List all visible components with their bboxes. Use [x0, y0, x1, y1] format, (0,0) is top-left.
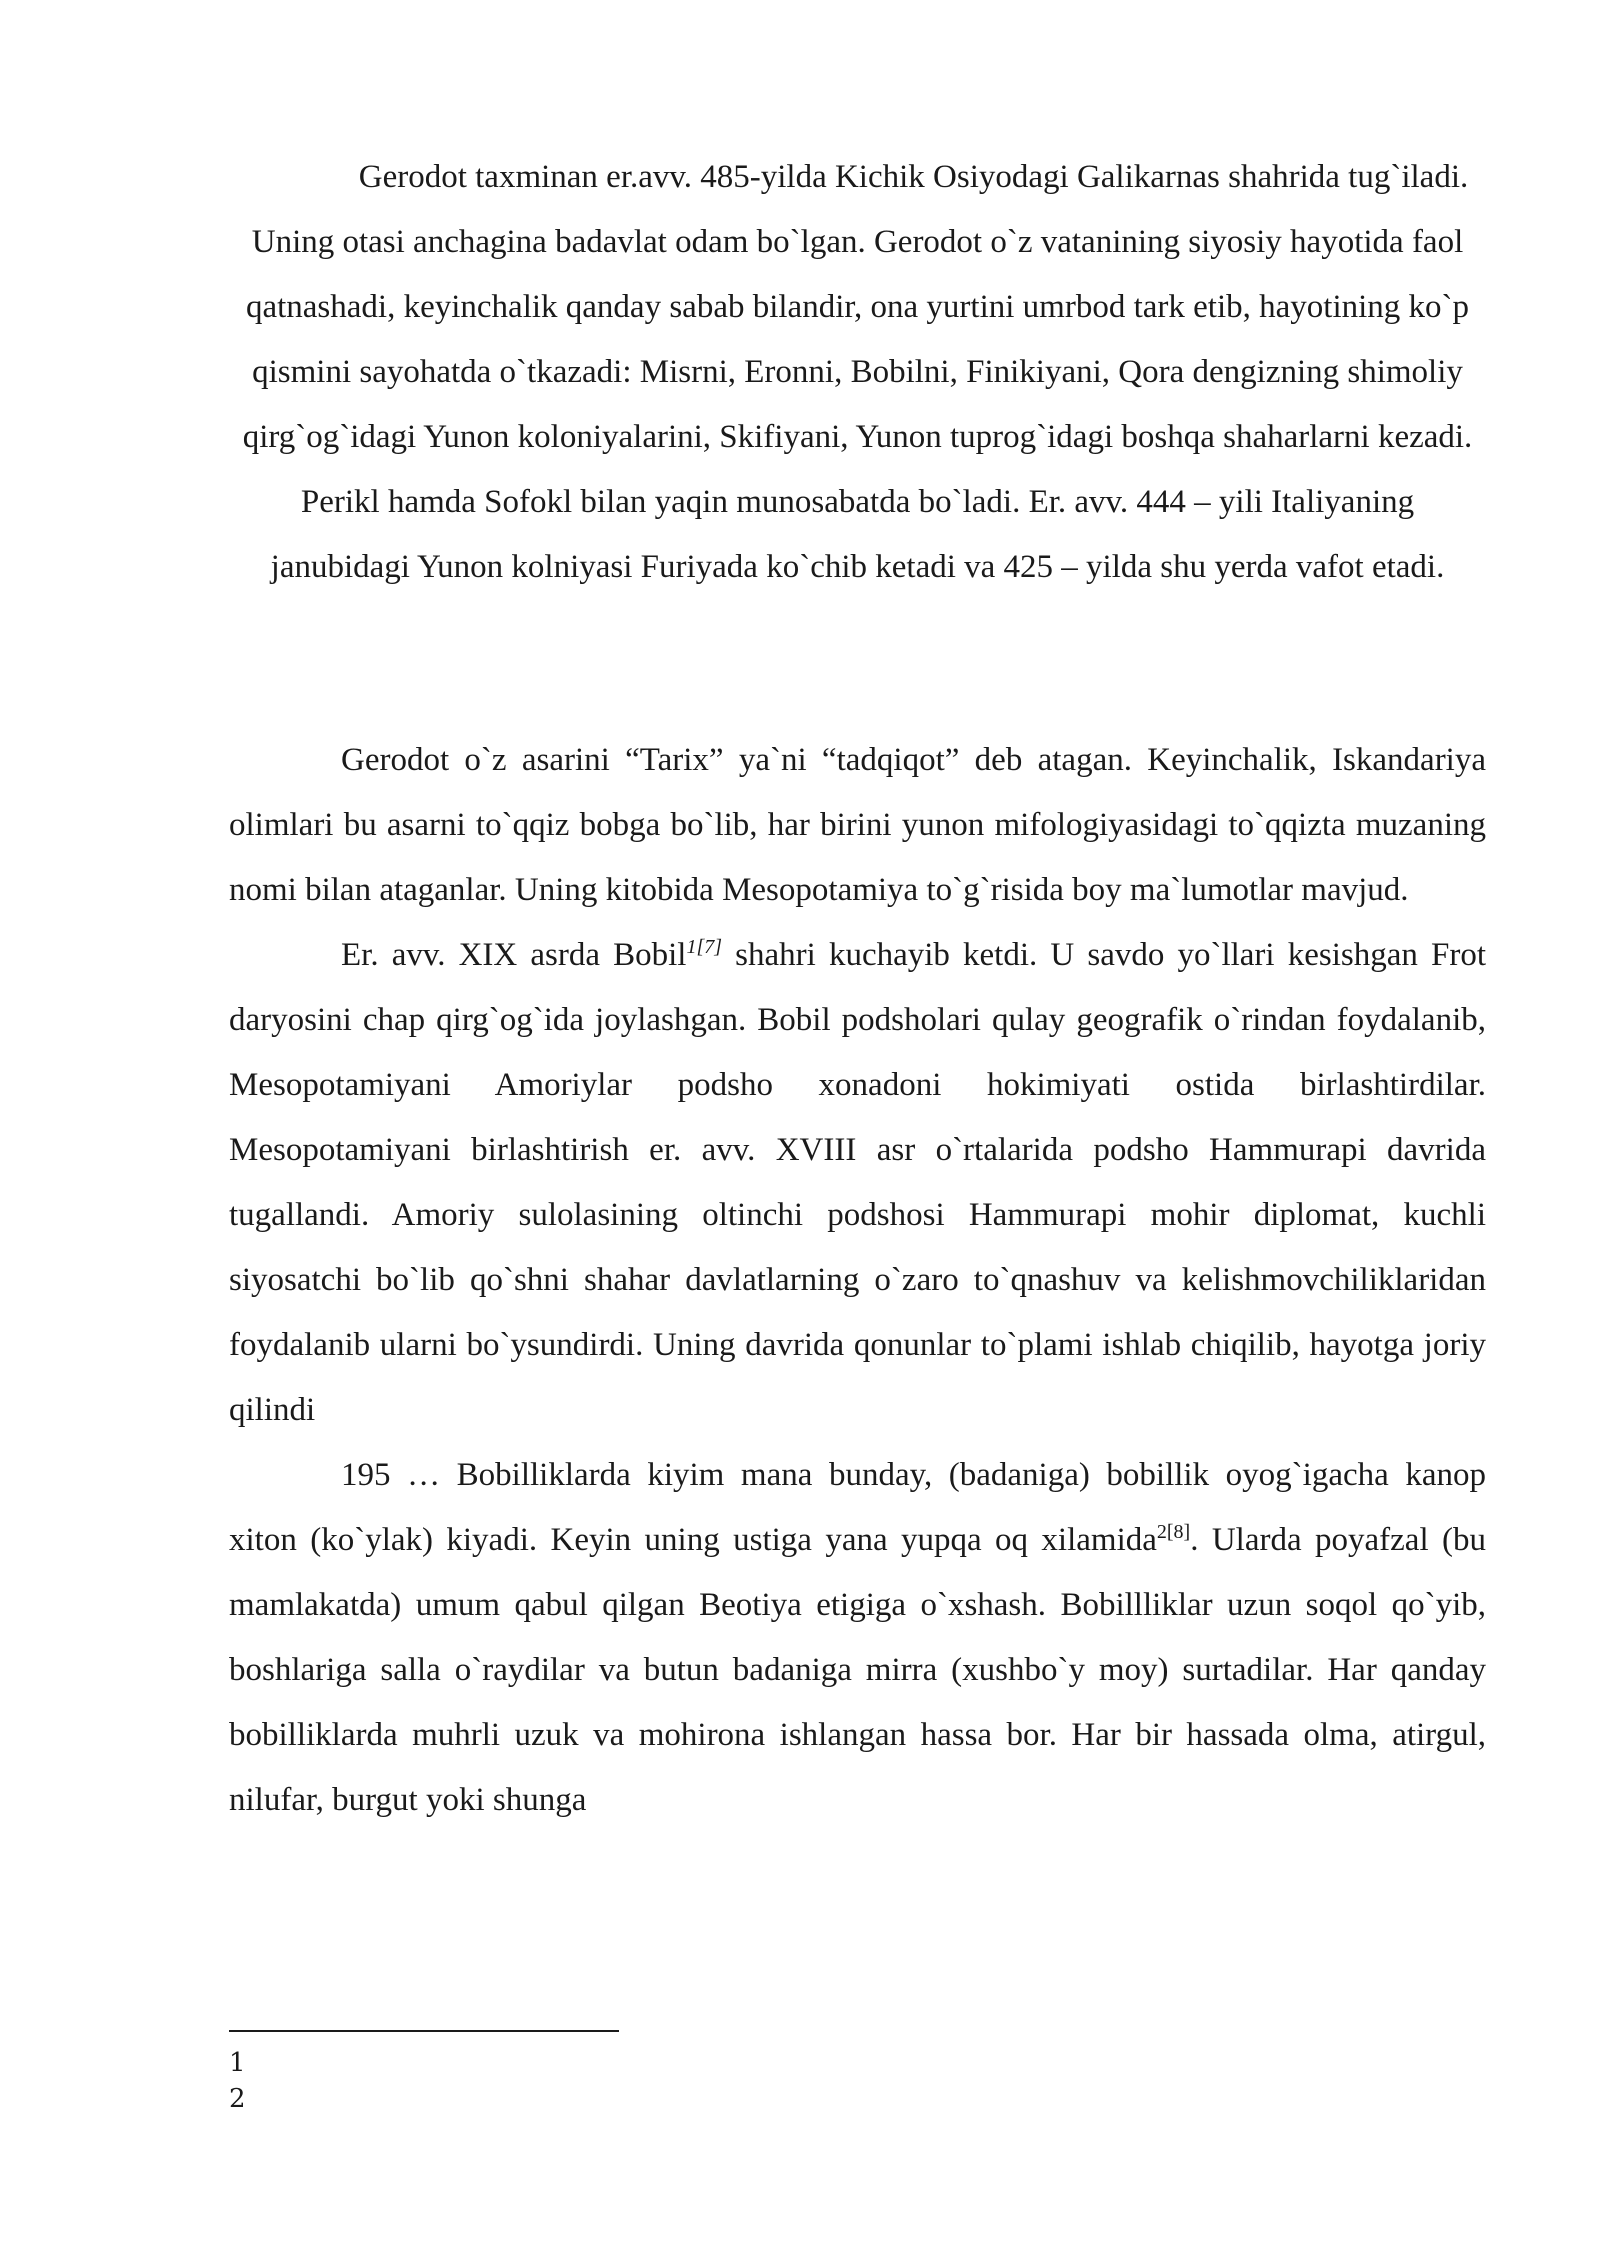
- footnote-reference[interactable]: 2[8]: [1156, 1521, 1191, 1543]
- footnote-reference[interactable]: 1[7]: [686, 936, 723, 958]
- paragraph-gerodot-biography: [229, 145, 1486, 600]
- paragraph-text: shahri kuchayib ketdi. U savdo yo`llari kesishgan Frot daryosini chap qirg`og`ida joylashgan. Bobil podsholari qulay geografik o`rindan foydalanib, Mesopotamiyani Amoriylar podsho xonadoni hokimiyati ostida birlashtirdilar. Mesopotamiyani birlashtirish er. avv. XVIII asr o`rtalarida podsho Hammurapi davrida tugallandi. Amoriy sulolasining oltinchi podshosi Hammurapi mohir diplomat, kuchli siyosatchi bo`lib qo`shni shahar davlatlarning o`zaro to`qnashuv va kelishmovchiliklaridan foydalanib ularni bo`ysundirdi. Uning davrida qonunlar to`plami ishlab chiqilib, hayotga joriy qilindi: [229, 937, 1486, 1428]
- paragraph-bobil: [229, 923, 1486, 1443]
- paragraph-text: 195 … Bobilliklarda kiyim mana bunday, (badaniga) bobillik oyog`igacha kanop xiton (ko`ylak) kiyadi. Keyin uning ustiga yana yupqa oq xilamida: [229, 1457, 1486, 1558]
- paragraph-tarix: Gerodot o`z asarini “Tarix” ya`ni “tadqiqot” deb atagan. Keyinchalik, Iskandariya olimlari bu asarni to`qqiz bobga bo`lib, har birini yunon mifologiyasidagi to`qqizta muzaning nomi bilan ataganlar. Uning kitobida Mesopotamiya to`g`risida boy ma`lumotlar mavjud.: [229, 742, 1486, 908]
- footnote-separator: [229, 2030, 619, 2032]
- paragraph-text: . Ularda poyafzal (bu mamlakatda) umum qabul qilgan Beotiya etigiga o`xshash. Bobillliklar uzun soqol qo`yib, boshlariga salla o`raydilar va butun badaniga mirra (xushbo`y moy) surtadilar. Har qanday bobilliklarda muhrli uzuk va mohirona ishlangan hassa bor. Har bir hassada olma, atirgul, nilufar, burgut yoki shunga: [229, 1522, 1486, 1818]
- footnote-number: 1: [229, 2048, 246, 2078]
- document-body: [229, 728, 1486, 1833]
- paragraph-text: Gerodot taxminan er.avv. 485-yilda Kichik Osiyodagi Galikarnas shahrida tug`iladi. Uning otasi anchagina badavlat odam bo`lgan. Gerodot o`z vatanining siyosiy hayotida faol qatnashadi, keyinchalik qanday sabab bilandir, ona yurtini umrbod tark etib, hayotining ko`p qismini sayohatda o`tkazadi: Misrni, Eronni, Bobilni, Finikiyani, Qora dengizning shimoliy qirg`og`idagi Yunon koloniyalarini, Skifiyani, Yunon tuprog`idagi boshqa shaharlarni kezadi. Perikl hamda Sofokl bilan yaqin munosabatda bo`ladi. Er. avv. 444 – yili Italiyaning janubidagi Yunon kolniyasi Furiyada ko`chib ketadi va 425 – yilda shu yerda vafot etadi.: [242, 159, 1473, 585]
- footnotes: [229, 2045, 246, 2117]
- paragraph-text: Er. avv. XIX asrda Bobil: [341, 937, 687, 973]
- footnote-number: 2: [229, 2084, 246, 2114]
- paragraph-quote-195: [229, 1443, 1486, 1833]
